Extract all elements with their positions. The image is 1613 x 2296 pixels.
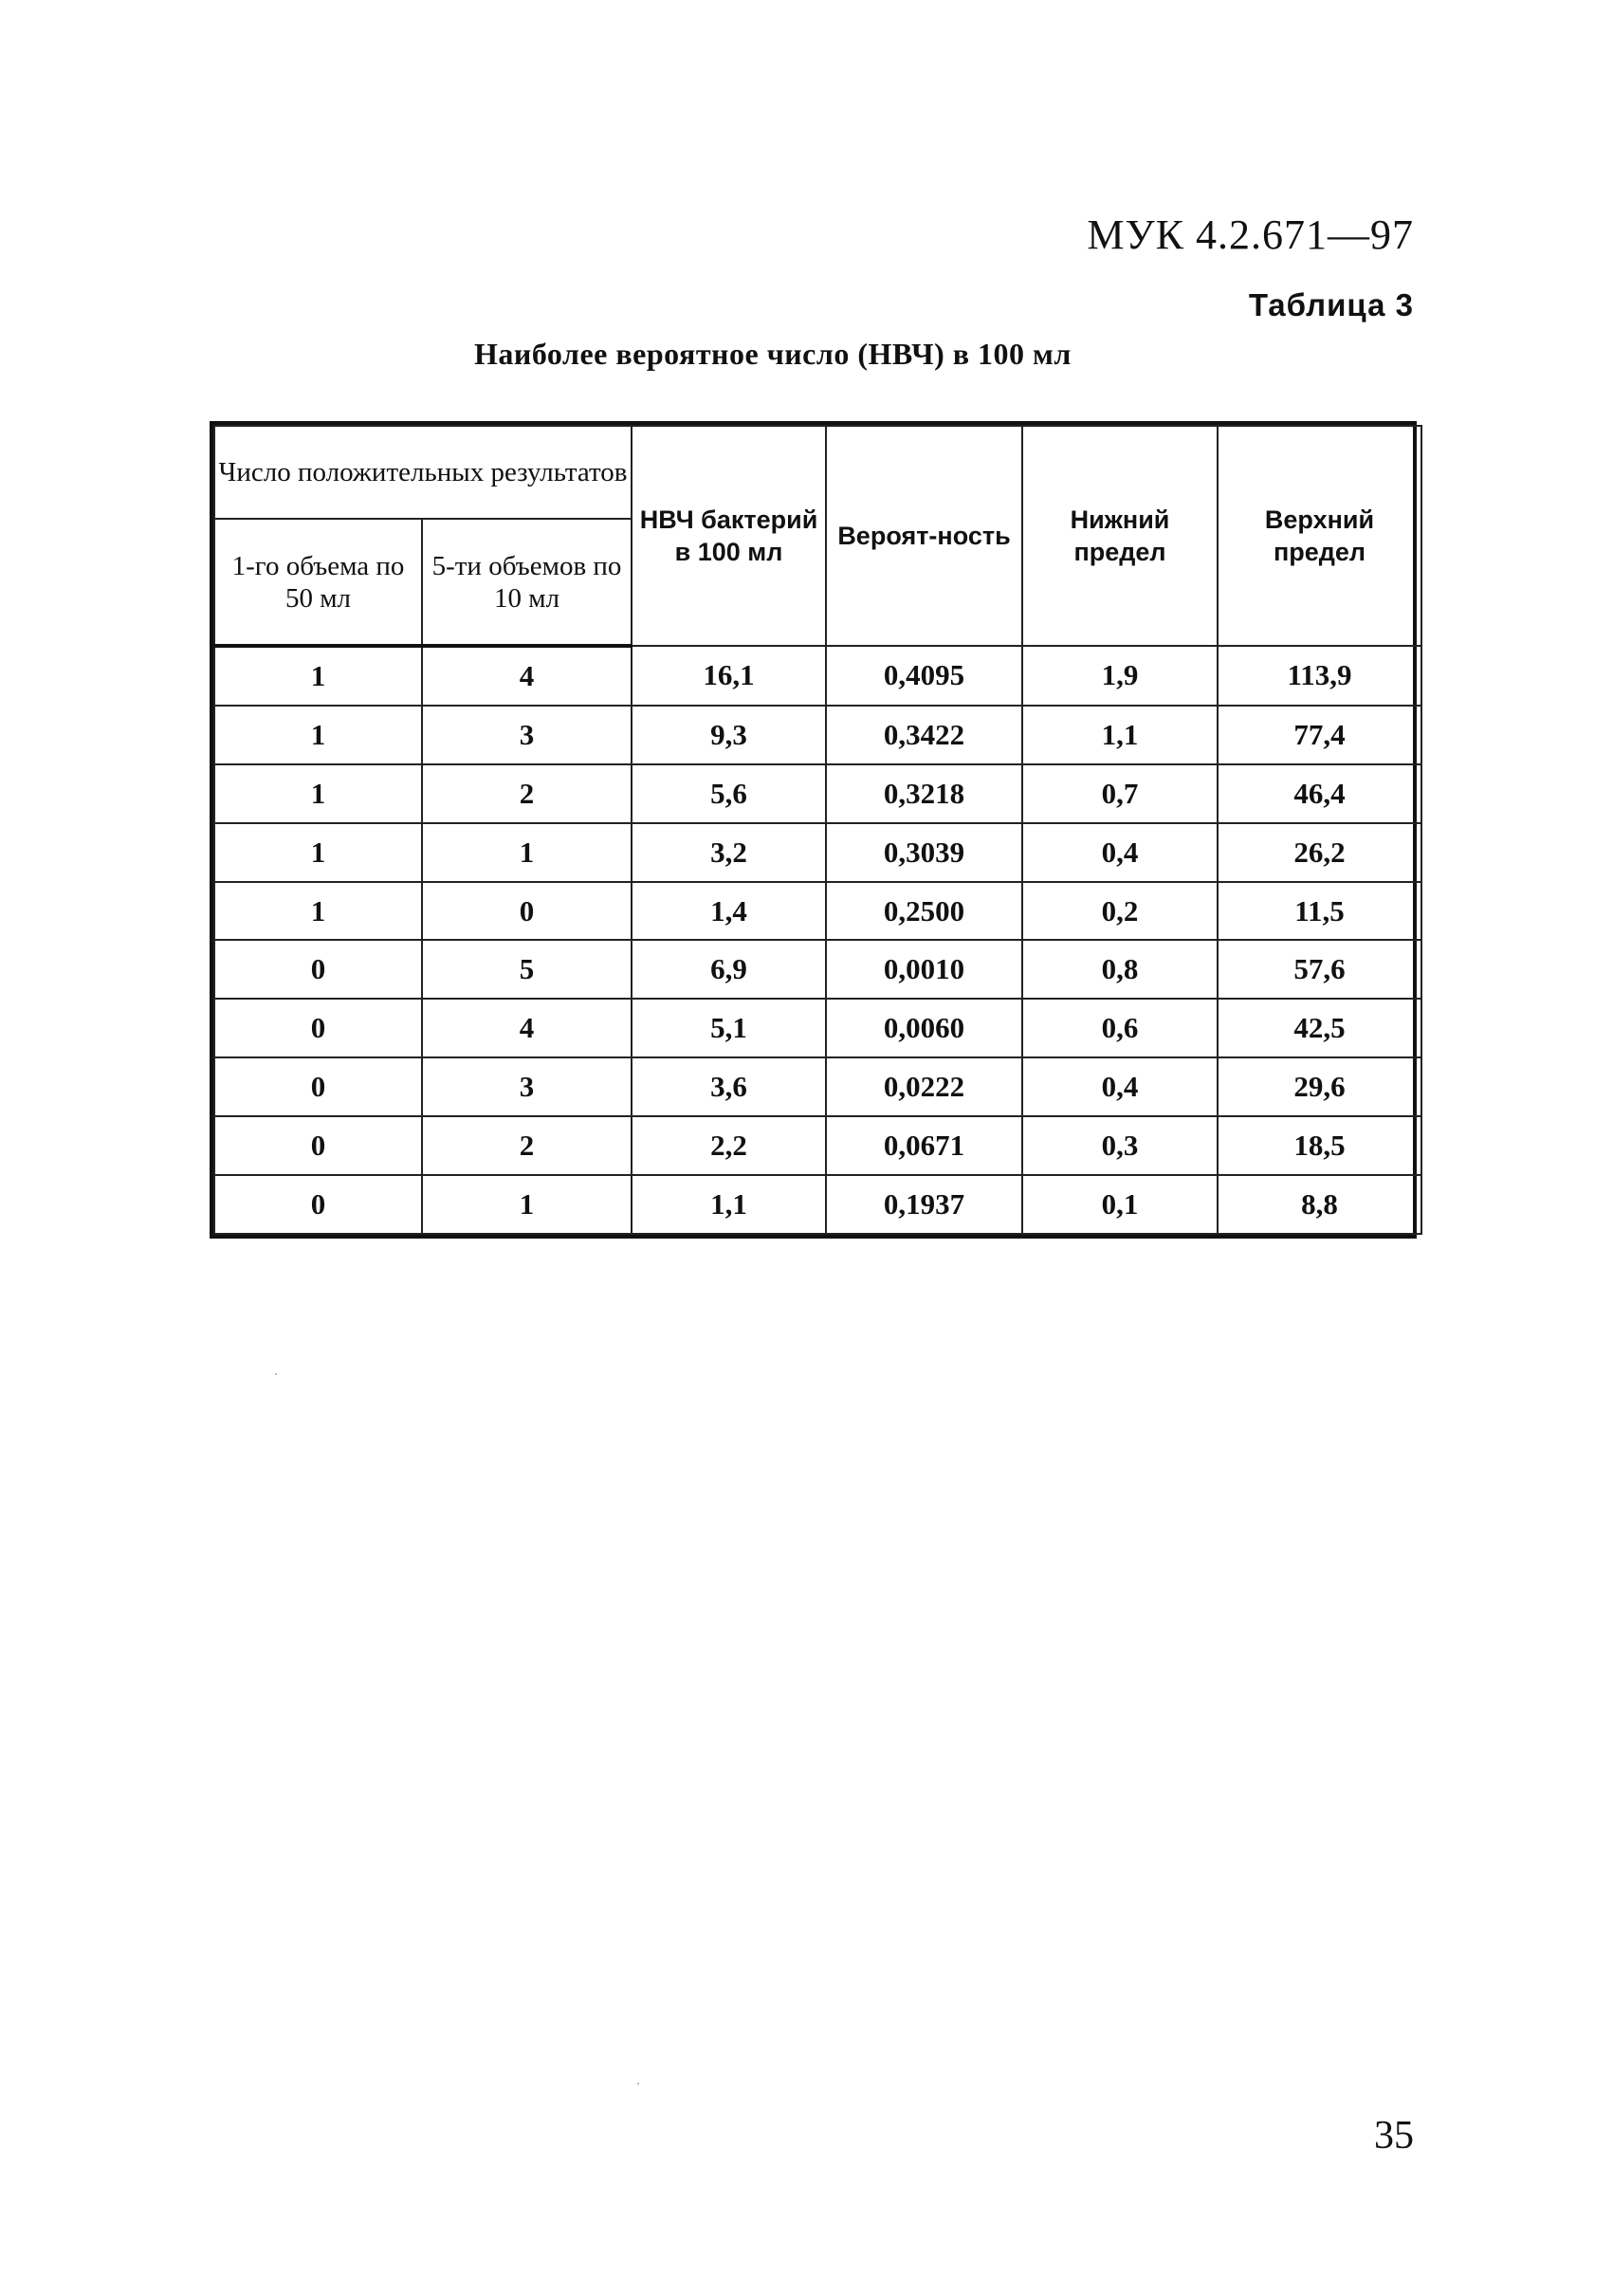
- group-header-positive-results: Число положительных результатов: [214, 426, 632, 519]
- cell-probability: 0,3039: [826, 823, 1022, 882]
- cell-mpn: 5,6: [632, 764, 826, 823]
- cell-upper-limit: 18,5: [1218, 1116, 1421, 1175]
- table-row: [214, 1116, 1421, 1175]
- page-number: 35: [1374, 2114, 1414, 2158]
- table-body: [214, 646, 1421, 1234]
- header-upper-limit: Верхний предел: [1218, 426, 1421, 646]
- cell-probability: 0,3422: [826, 706, 1022, 764]
- cell-mpn: 1,1: [632, 1175, 826, 1234]
- cell-five-volumes: 2: [422, 1116, 632, 1175]
- cell-probability: 0,2500: [826, 882, 1022, 941]
- cell-mpn: 16,1: [632, 646, 826, 706]
- cell-five-volumes: 5: [422, 940, 632, 999]
- cell-first-volume: 0: [214, 1057, 422, 1116]
- cell-first-volume: 1: [214, 764, 422, 823]
- cell-probability: 0,0060: [826, 999, 1022, 1057]
- cell-mpn: 3,6: [632, 1057, 826, 1116]
- cell-probability: 0,0010: [826, 940, 1022, 999]
- header-probability: Вероят-ность: [826, 426, 1022, 646]
- cell-lower-limit: 1,1: [1022, 706, 1218, 764]
- cell-first-volume: 0: [214, 1116, 422, 1175]
- table-row: [214, 764, 1421, 823]
- table-row: [214, 940, 1421, 999]
- cell-upper-limit: 26,2: [1218, 823, 1421, 882]
- cell-five-volumes: 1: [422, 823, 632, 882]
- cell-five-volumes: 0: [422, 882, 632, 941]
- table-caption: Наиболее вероятное число (НВЧ) в 100 мл: [474, 337, 1072, 371]
- mpn-table-frame: [210, 421, 1417, 1239]
- table-row: [214, 1057, 1421, 1116]
- cell-lower-limit: 0,7: [1022, 764, 1218, 823]
- cell-five-volumes: 3: [422, 706, 632, 764]
- cell-lower-limit: 0,3: [1022, 1116, 1218, 1175]
- table-row: [214, 706, 1421, 764]
- cell-probability: 0,0671: [826, 1116, 1022, 1175]
- cell-lower-limit: 0,4: [1022, 1057, 1218, 1116]
- cell-upper-limit: 57,6: [1218, 940, 1421, 999]
- header-lower-limit: Нижний предел: [1022, 426, 1218, 646]
- table-row: [214, 882, 1421, 941]
- cell-lower-limit: 0,2: [1022, 882, 1218, 941]
- cell-mpn: 3,2: [632, 823, 826, 882]
- cell-upper-limit: 8,8: [1218, 1175, 1421, 1234]
- cell-first-volume: 1: [214, 646, 422, 706]
- cell-five-volumes: 2: [422, 764, 632, 823]
- cell-five-volumes: 1: [422, 1175, 632, 1234]
- cell-mpn: 9,3: [632, 706, 826, 764]
- cell-upper-limit: 11,5: [1218, 882, 1421, 941]
- cell-probability: 0,3218: [826, 764, 1022, 823]
- mpn-table: [213, 425, 1422, 1235]
- scan-speck: [637, 2083, 639, 2085]
- cell-five-volumes: 4: [422, 999, 632, 1057]
- cell-first-volume: 1: [214, 706, 422, 764]
- cell-lower-limit: 0,1: [1022, 1175, 1218, 1234]
- table-row: [214, 823, 1421, 882]
- subheader-first-volume: 1-го объема по 50 мл: [214, 519, 422, 646]
- cell-probability: 0,4095: [826, 646, 1022, 706]
- table-row: [214, 1175, 1421, 1234]
- cell-mpn: 5,1: [632, 999, 826, 1057]
- cell-five-volumes: 4: [422, 646, 632, 706]
- cell-upper-limit: 113,9: [1218, 646, 1421, 706]
- table-row: [214, 999, 1421, 1057]
- subheader-five-volumes: 5-ти объемов по 10 мл: [422, 519, 632, 646]
- cell-first-volume: 1: [214, 882, 422, 941]
- document-code: МУК 4.2.671—97: [1087, 211, 1414, 258]
- cell-first-volume: 0: [214, 1175, 422, 1234]
- cell-first-volume: 0: [214, 999, 422, 1057]
- cell-probability: 0,0222: [826, 1057, 1022, 1116]
- cell-first-volume: 1: [214, 823, 422, 882]
- cell-first-volume: 0: [214, 940, 422, 999]
- scan-speck: [275, 1373, 277, 1375]
- cell-upper-limit: 42,5: [1218, 999, 1421, 1057]
- table-label: Таблица 3: [1248, 287, 1414, 322]
- cell-upper-limit: 77,4: [1218, 706, 1421, 764]
- cell-lower-limit: 0,6: [1022, 999, 1218, 1057]
- cell-lower-limit: 1,9: [1022, 646, 1218, 706]
- cell-lower-limit: 0,4: [1022, 823, 1218, 882]
- header-mpn: НВЧ бактерий в 100 мл: [632, 426, 826, 646]
- cell-mpn: 1,4: [632, 882, 826, 941]
- cell-probability: 0,1937: [826, 1175, 1022, 1234]
- cell-mpn: 6,9: [632, 940, 826, 999]
- cell-mpn: 2,2: [632, 1116, 826, 1175]
- cell-upper-limit: 46,4: [1218, 764, 1421, 823]
- cell-lower-limit: 0,8: [1022, 940, 1218, 999]
- cell-five-volumes: 3: [422, 1057, 632, 1116]
- table-row: [214, 646, 1421, 706]
- cell-upper-limit: 29,6: [1218, 1057, 1421, 1116]
